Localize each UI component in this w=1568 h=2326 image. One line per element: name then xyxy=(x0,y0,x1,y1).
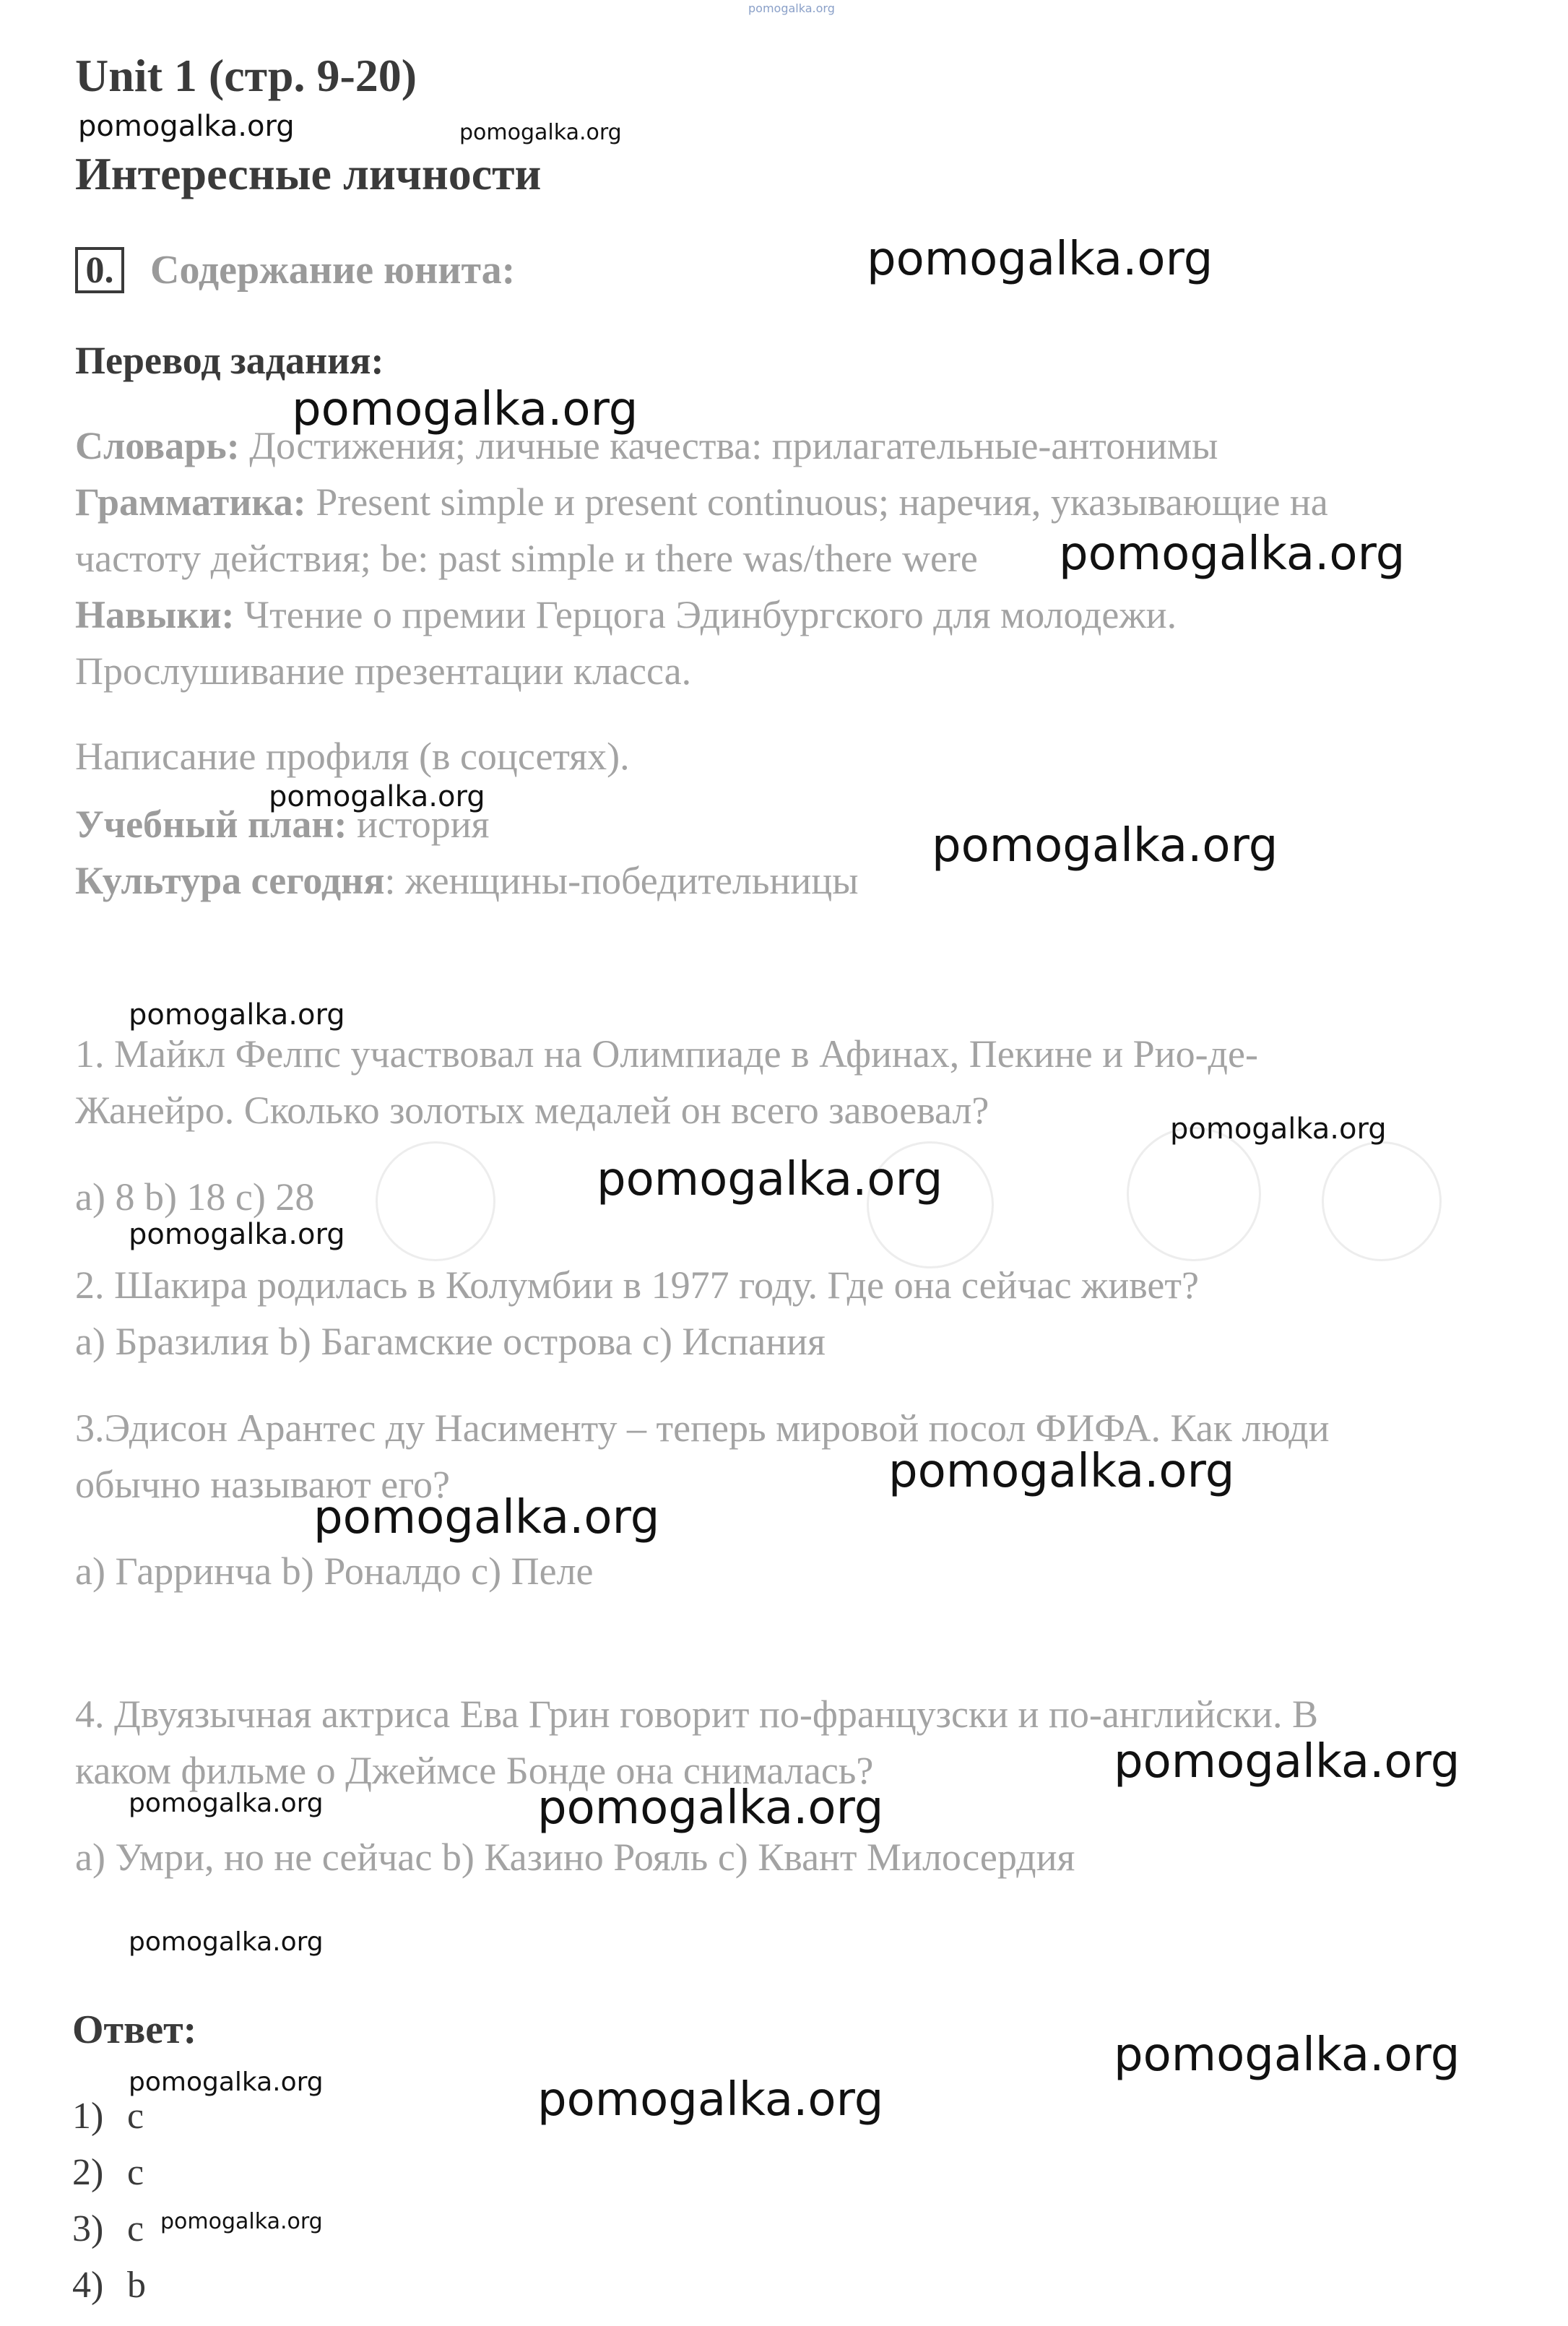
watermark: pomogalka.org xyxy=(129,1927,324,1957)
watermark: pomogalka.org xyxy=(1114,2028,1460,2082)
watermark: pomogalka.org xyxy=(1170,1112,1387,1146)
answer-item xyxy=(72,2095,144,2137)
vocab-label: Словарь: xyxy=(75,424,240,467)
vocab-text: Достижения; личные качества: прилагательные-антонимы xyxy=(239,424,1218,467)
watermark: pomogalka.org xyxy=(129,1218,345,1251)
watermark: pomogalka.org xyxy=(888,1445,1235,1498)
writing-line: Написание профиля (в соцсетях). xyxy=(75,735,630,778)
task-heading: Перевод задания: xyxy=(75,339,384,382)
background-decoration xyxy=(1322,1141,1442,1261)
watermark: pomogalka.org xyxy=(313,1491,660,1544)
watermark: pomogalka.org xyxy=(129,998,345,1032)
section-number: 0. xyxy=(75,247,124,293)
answer-value: b xyxy=(127,2265,146,2306)
grammar-line-2: частоту действия; be: past simple и there was/there were xyxy=(75,537,978,580)
page-subtitle: Интересные личности xyxy=(75,148,542,199)
watermark: pomogalka.org xyxy=(537,2073,884,2127)
question-1-line-2: Жанейро. Сколько золотых медалей он всего завоевал? xyxy=(75,1089,989,1132)
answer-value: c xyxy=(127,2208,144,2249)
answers-heading: Ответ: xyxy=(72,2007,197,2052)
watermark: pomogalka.org xyxy=(129,1789,324,1818)
curriculum-text: история xyxy=(347,803,490,846)
background-decoration xyxy=(376,1141,495,1261)
watermark: pomogalka.org xyxy=(867,233,1213,286)
answer-value: c xyxy=(127,2096,144,2137)
question-4-line-1: 4. Двуязычная актриса Ева Грин говорит по-французски и по-английски. В xyxy=(75,1692,1318,1736)
watermark: pomogalka.org xyxy=(292,383,638,436)
question-2-line-1: 2. Шакира родилась в Колумбии в 1977 году. Где она сейчас живет? xyxy=(75,1263,1199,1307)
answer-item xyxy=(72,2264,146,2306)
question-3-line-2: обычно называют его? xyxy=(75,1463,451,1506)
page-title: Unit 1 (стр. 9-20) xyxy=(75,50,417,101)
culture-line xyxy=(75,858,858,903)
grammar-line xyxy=(75,480,1328,524)
watermark: pomogalka.org xyxy=(160,2209,323,2234)
question-3-line-1: 3.Эдисон Арантес ду Насименту – теперь мировой посол ФИФА. Как люди xyxy=(75,1406,1330,1450)
answer-number: 3) xyxy=(72,2208,104,2249)
watermark: pomogalka.org xyxy=(537,1781,884,1835)
question-2-options: a) Бразилия b) Багамские острова c) Испания xyxy=(75,1320,826,1363)
answer-item xyxy=(72,2151,144,2194)
watermark: pomogalka.org xyxy=(1059,527,1405,581)
watermark: pomogalka.org xyxy=(597,1153,943,1206)
question-4-line-2: каком фильме о Джеймсе Бонде она снималась? xyxy=(75,1749,874,1792)
watermark: pomogalka.org xyxy=(932,819,1278,873)
answer-value: c xyxy=(127,2152,144,2193)
skills-line xyxy=(75,592,1177,637)
watermark: pomogalka.org xyxy=(748,1,835,15)
question-3-options: a) Гарринча b) Роналдо c) Пеле xyxy=(75,1549,594,1593)
watermark: pomogalka.org xyxy=(78,110,295,143)
curriculum-label: Учебный план: xyxy=(75,803,347,846)
answer-number: 1) xyxy=(72,2096,104,2137)
question-4-options: a) Умри, но не сейчас b) Казино Рояль c) Квант Милосердия xyxy=(75,1836,1075,1879)
section-label: Содержание юнита: xyxy=(150,248,516,293)
answer-item xyxy=(72,2208,144,2250)
answer-number: 2) xyxy=(72,2152,104,2193)
culture-label: Культура сегодня xyxy=(75,859,385,902)
answer-number: 4) xyxy=(72,2265,104,2306)
question-1-options: a) 8 b) 18 c) 28 xyxy=(75,1175,315,1219)
grammar-label: Грамматика: xyxy=(75,480,306,524)
vocab-line xyxy=(75,423,1218,468)
watermark: pomogalka.org xyxy=(459,120,622,145)
skills-line-2: Прослушивание презентации класса. xyxy=(75,649,692,693)
skills-label: Навыки: xyxy=(75,593,235,636)
skills-text: Чтение о премии Герцога Эдинбургского для молодежи. xyxy=(234,593,1177,636)
grammar-text: Present simple и present continuous; наречия, указывающие на xyxy=(306,480,1328,524)
background-decoration xyxy=(1127,1127,1261,1261)
watermark: pomogalka.org xyxy=(129,2067,324,2097)
question-1-line-1: 1. Майкл Фелпс участвовал на Олимпиаде в Афинах, Пекине и Рио-де- xyxy=(75,1032,1258,1076)
culture-text: : женщины-победительницы xyxy=(384,859,859,902)
watermark: pomogalka.org xyxy=(269,780,485,813)
watermark: pomogalka.org xyxy=(1114,1735,1460,1789)
